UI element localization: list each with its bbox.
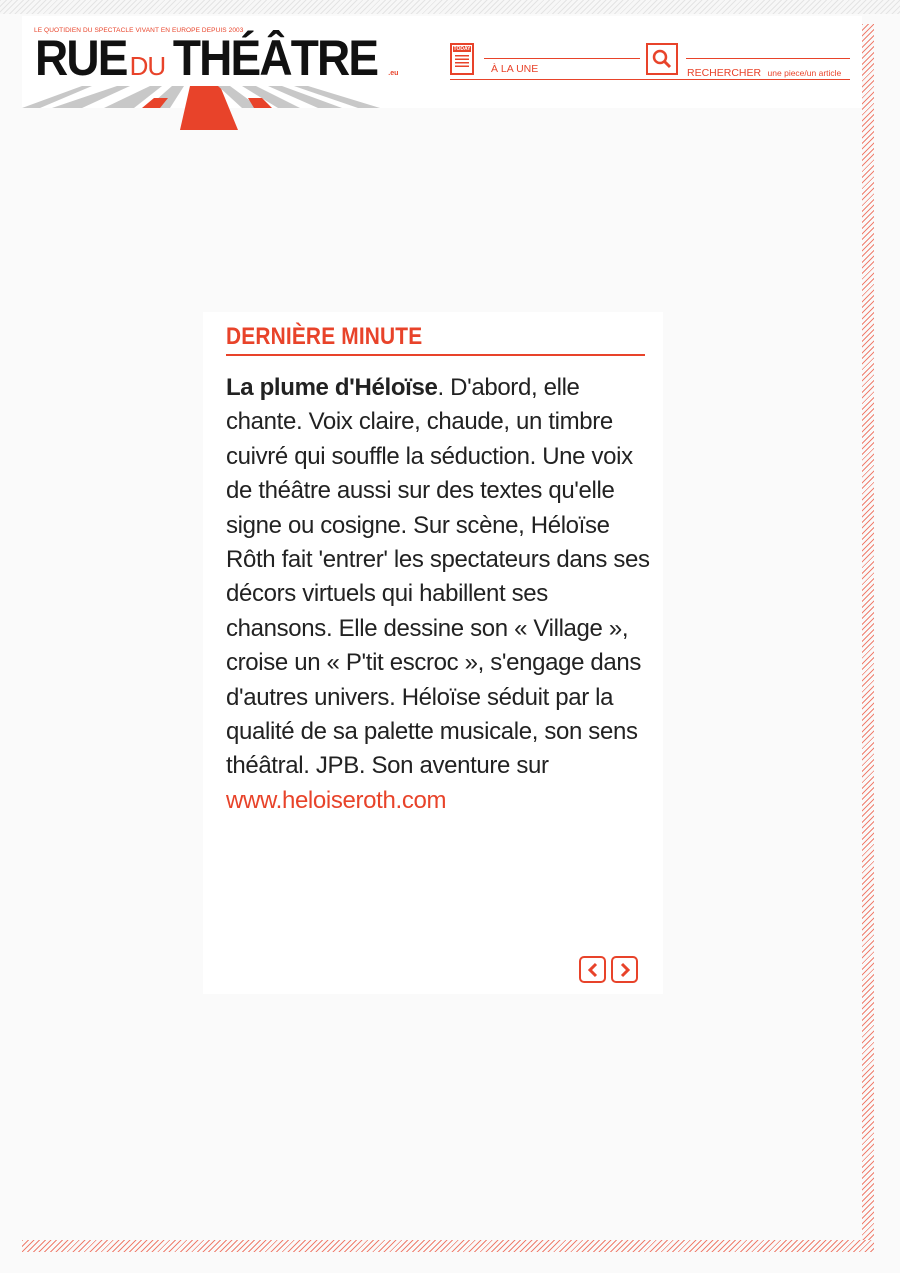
search-hint: une piece/un article <box>767 68 842 78</box>
right-hatch-border <box>862 24 874 1252</box>
prev-button[interactable] <box>579 956 606 983</box>
logo-rue: RUE <box>34 30 127 86</box>
section-title: DERNIÈRE MINUTE <box>226 323 423 350</box>
article-body <box>226 371 656 818</box>
nav-divider <box>484 58 640 59</box>
site-header <box>22 16 862 108</box>
site-tagline: LE QUOTIDIEN DU SPECTACLE VIVANT EN EUROPE DEPUIS 2003 <box>34 27 244 34</box>
search-divider <box>686 58 850 59</box>
nav-a-la-une-link[interactable]: À LA UNE <box>491 63 539 75</box>
article-link[interactable]: www.heloiseroth.com <box>226 786 447 814</box>
logo-du: DU <box>129 51 166 81</box>
article-headline: La plume d'Héloïse <box>226 374 438 401</box>
next-button[interactable] <box>611 956 638 983</box>
logo-eu: .eu <box>388 70 399 77</box>
page-frame <box>22 16 862 1236</box>
nav-bottom-rule <box>450 79 850 80</box>
chevron-left-icon <box>586 962 600 978</box>
chevron-right-icon <box>618 962 632 978</box>
newspaper-lines <box>455 55 469 69</box>
search-icon[interactable] <box>646 43 678 75</box>
section-rule <box>226 354 645 356</box>
news-box <box>203 312 663 994</box>
top-hatch-strip <box>0 0 900 14</box>
search-label: RECHERCHER <box>687 67 762 79</box>
newspaper-icon[interactable] <box>450 43 474 75</box>
today-icon-label: TODAY <box>453 46 471 52</box>
article-text: . D'abord, elle chante. Voix claire, chaude, un timbre cuivré qui souffle la séduction. Une voix de théâtre aussi sur des textes qu'elle signe ou cosigne. Sur scène, Héloïse Rôth fait 'entrer' les spectateurs dans ses décors virtuels qui habillent ses chansons. Elle dessine son « Village », croise un « P'tit escroc », s'engage dans d'autres univers. Héloïse séduit par la qualité de sa palette musicale, son sens théâtral. JPB. Son aventure sur <box>226 374 650 780</box>
pager <box>579 956 643 983</box>
bottom-hatch-border <box>22 1240 874 1252</box>
logo-theatre: THÉÂTRE <box>173 30 378 86</box>
